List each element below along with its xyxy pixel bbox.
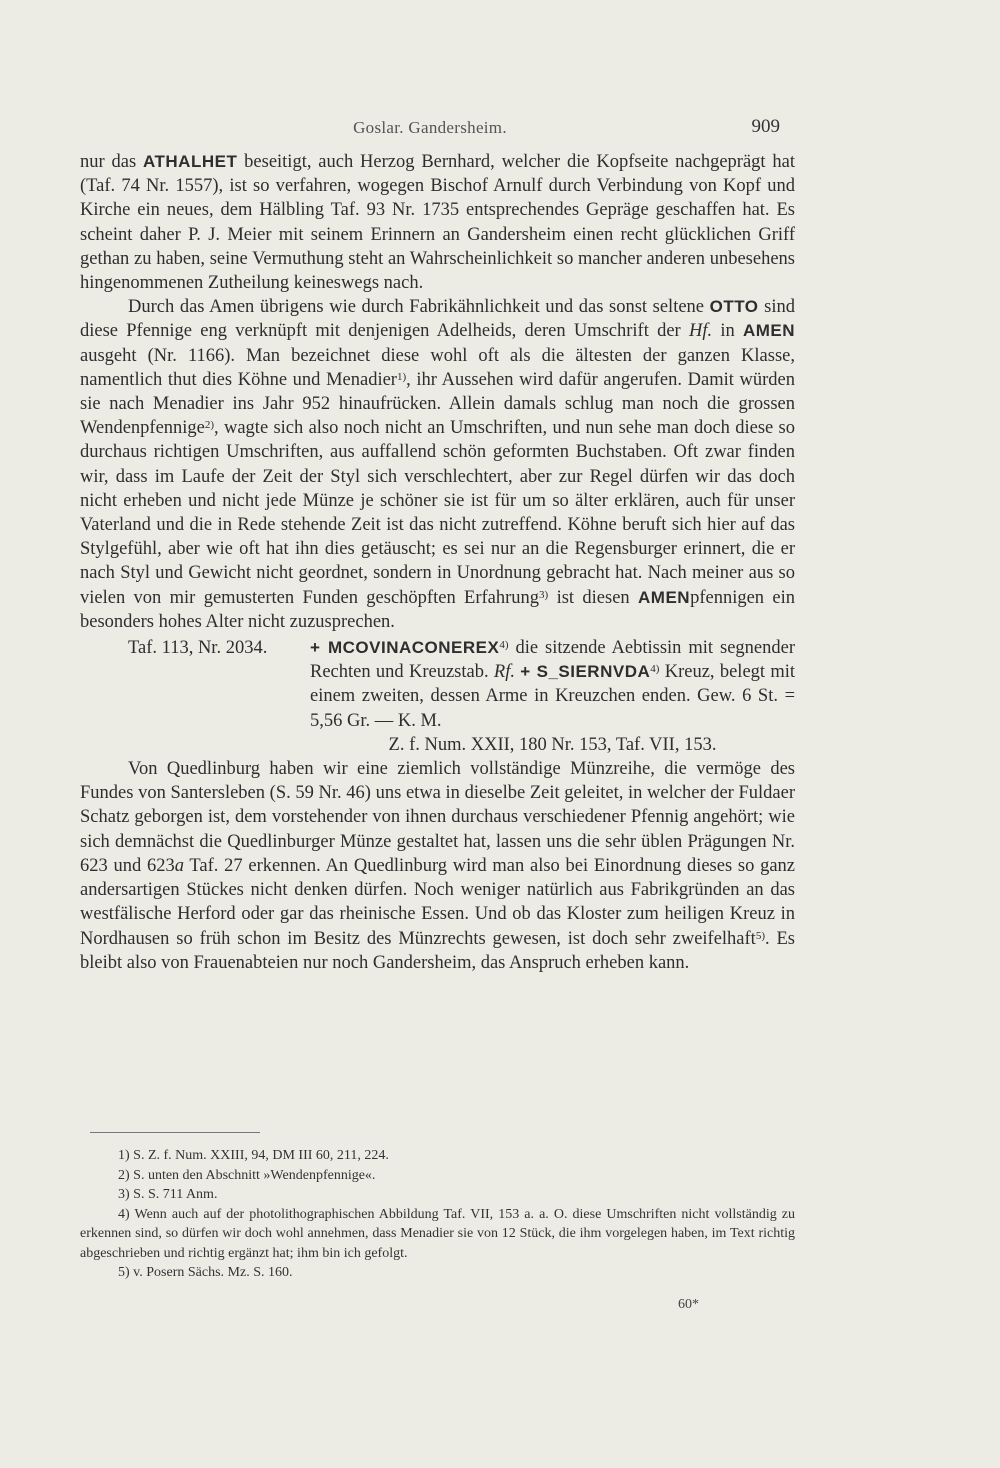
coin-legend: + MCOVINACONEREX bbox=[310, 638, 500, 658]
text-run: Taf. 27 erkennen. An Quedlinburg wird man also bei Einordnung dieses so ganz andersartigen Stückes nicht denken dürfen. Noch weniger natürlich aus Fabrikgründen an das westfälische Herford oder gar das rheinische Essen. Und ob das Kloster zum heiligen Kreuz in Nordhausen so früh schon im Besitz des Münzrechts gewesen, ist doch sehr zweifelhaft bbox=[80, 855, 795, 949]
paragraph-3 bbox=[80, 757, 795, 975]
italic-letter: a bbox=[174, 855, 184, 876]
footnote-4: 4) Wenn auch auf der photolithographischen Abbildung Taf. VII, 153 a. a. O. diese Umschriften nicht vollständig zu erkennen sind, so dürfen wir doch wohl annehmen, dass Menadier sie von 12 Stück, die ihm vorgelegen haben, im Text richtig abgeschrieben und richtig ergänzt hat; ihm bin ich gefolgt. bbox=[80, 1206, 795, 1261]
text-run: , wagte sich also noch nicht an Umschriften, und nun sehe man doch diese so durchaus richtigen Umschriften, aus auffallend schön geformten Buchstaben. Oft zwar finden wir, dass im Laufe der Zeit der Styl sich verschlechtert, aber zur Regel dürfen wir das doch nicht erheben und nicht jede Münze je schöner sie ist für um so älter erklären, auch für unser Vaterland und die in Rede stehende Zeit ist das nicht zutreffend. Köhne beruft sich hier auf das Stylgefühl, aber wie oft hat ihn dies getäuscht; es sei nur an die Regensburger erinnert, die er nach Styl und Gewicht nicht geordnet, sondern in Unordnung gebracht hat. Nach meiner aus so vielen von mir gemusterten Funden geschöpften Erfahrung bbox=[80, 418, 795, 608]
text-run: ausgeht (Nr. 1166). Man bezeichnet diese wohl oft als die ältesten der ganzen Klasse, namentlich thut dies Köhne und Menadier bbox=[80, 345, 795, 390]
paragraph-2 bbox=[80, 295, 795, 634]
text-run: . Es bleibt also von Frauenabteien nur noch Gandersheim, das Anspruch erheben kann. bbox=[80, 928, 795, 973]
footnote-divider bbox=[90, 1132, 260, 1133]
footnote-ref[interactable]: 3) bbox=[539, 588, 549, 601]
footnote-ref[interactable]: 4) bbox=[650, 663, 660, 676]
text-run: , ihr Aussehen wird dafür angerufen. Damit würden sie nach Menadier ins Jahr 952 hinaufrücken. Allein damals schlug man noch die grossen Wendenpfennige bbox=[80, 369, 795, 439]
footnote-ref[interactable]: 5) bbox=[755, 929, 765, 942]
text-run: in bbox=[712, 321, 743, 342]
text-run: die sitzende Aebtissin mit segnender Rechten und Kreuzstab. bbox=[310, 638, 795, 683]
footnote-3: 3) S. S. 711 Anm. bbox=[118, 1187, 218, 1202]
running-head-title: Goslar. Gandersheim. bbox=[353, 118, 507, 137]
footnote-ref[interactable]: 2) bbox=[204, 419, 215, 432]
footnotes bbox=[80, 1146, 795, 1283]
running-head bbox=[80, 118, 780, 142]
text-run: ist diesen bbox=[548, 587, 639, 608]
plate-reference: Taf. 113, Nr. 2034. bbox=[128, 638, 268, 659]
footnote-ref[interactable]: 1) bbox=[396, 370, 407, 383]
page-number: 909 bbox=[751, 116, 780, 137]
coin-legend: AMEN bbox=[742, 321, 796, 341]
coin-legend: + S_SIERNVDA bbox=[520, 662, 651, 682]
main-text bbox=[80, 150, 795, 975]
text-run: sind diese Pfennige eng verknüpft mit denjenigen Adelheids, deren Umschrift der bbox=[80, 297, 795, 342]
text-run: beseitigt, auch Herzog Bernhard, welcher die Kopfseite nachgeprägt hat (Taf. 74 Nr. 1557), ist so verfahren, wogegen Bischof Arnulf durch Verbindung von Kopf und Kirche ein neues, dem Hälbling Taf. 93 Nr. 1735 entsprechendes Gepräge geschaffen hat. Es scheint daher P. J. Meier mit seinem Erinnern an Gandersheim einen recht glücklichen Griff gethan zu haben, seine Vermuthung steht an Wahrscheinlichkeit so mancher anderen unbesehens hingenommenen Zutheilung keineswegs nach. bbox=[80, 152, 795, 294]
footnote-1: 1) S. Z. f. Num. XXIII, 94, DM III 60, 211, 224. bbox=[118, 1148, 389, 1163]
coin-legend: ATHALHET bbox=[142, 152, 238, 171]
text-run: Durch das Amen übrigens wie durch Fabrikähnlichkeit und das sonst seltene bbox=[128, 297, 710, 318]
text-run: nur das bbox=[80, 152, 143, 172]
sheet-signature: 60* bbox=[678, 1297, 699, 1312]
italic-abbrev: Hf. bbox=[688, 321, 713, 342]
paragraph-1 bbox=[80, 150, 795, 295]
catalog-entry bbox=[80, 636, 795, 757]
coin-legend: AMEN bbox=[638, 587, 691, 607]
entry-description bbox=[310, 636, 795, 757]
footnote-ref[interactable]: 4) bbox=[499, 639, 509, 652]
footnote-5: 5) v. Posern Sächs. Mz. S. 160. bbox=[118, 1265, 293, 1280]
text-run: Von Quedlinburg haben wir eine ziemlich vollständige Münzreihe, die vermöge des Fundes von Santersleben (S. 59 Nr. 46) uns etwa in dieselbe Zeit geleitet, in welcher der Fuldaer Schatz geborgen ist, dem vorstehender von ihnen durchaus verschiedener Pfennig angehört; wie sich demnächst die Quedlinburger Münze gestaltet hat, lassen uns die sehr üblen Prägungen Nr. 623 und 623 bbox=[80, 759, 795, 876]
coin-legend: OTTO bbox=[709, 297, 759, 317]
footnote-2: 2) S. unten den Abschnitt »Wendenpfennige«. bbox=[118, 1167, 376, 1183]
text-run: pfennigen ein besonders hohes Alter nicht zuzusprechen. bbox=[80, 587, 796, 632]
italic-abbrev: Rf. bbox=[493, 662, 515, 683]
text-run: Kreuz, belegt mit einem zweiten, dessen Arme in Kreuzchen enden. Gew. 6 St. = 5,56 Gr. — K. M. bbox=[310, 662, 796, 731]
entry-citation: Z. f. Num. XXII, 180 Nr. 153, Taf. VII, 153. bbox=[388, 734, 717, 755]
